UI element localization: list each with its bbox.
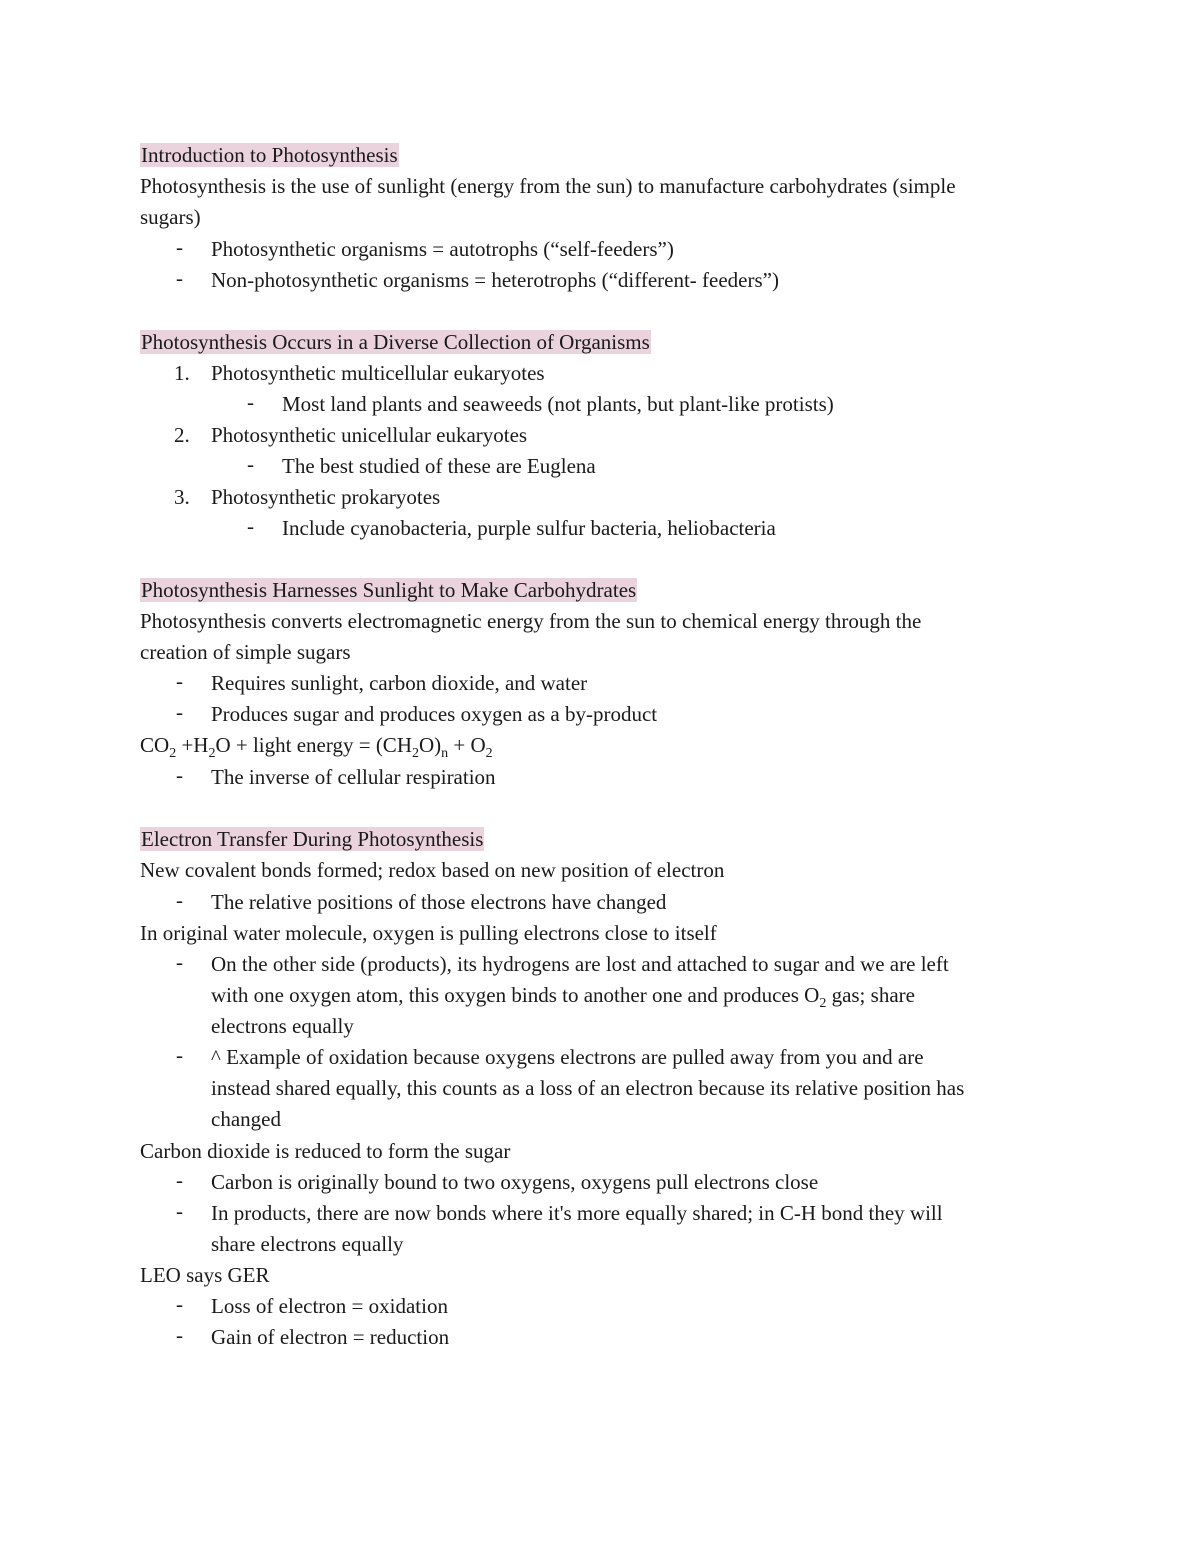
paragraph-line: sugars) bbox=[140, 205, 201, 229]
bullet-item: ^ Example of oxidation because oxygens electrons are pulled away from you and are bbox=[211, 1045, 924, 1069]
bullet-item: On the other side (products), its hydrogens are lost and attached to sugar and we are left bbox=[211, 952, 949, 976]
section-heading bbox=[140, 141, 399, 169]
bullet-marker: - bbox=[176, 235, 183, 259]
bullet-item-continued: electrons equally bbox=[211, 1014, 354, 1038]
bullet-item: Carbon is originally bound to two oxygens, oxygens pull electrons close bbox=[211, 1170, 819, 1194]
bullet-item: Loss of electron = oxidation bbox=[211, 1294, 448, 1318]
heading-text: Electron Transfer During Photosynthesis bbox=[141, 827, 484, 851]
list-number: 3. bbox=[174, 485, 190, 509]
bullet-marker: - bbox=[176, 950, 183, 974]
paragraph-line: Carbon dioxide is reduced to form the sugar bbox=[140, 1139, 511, 1163]
paragraph-line: In original water molecule, oxygen is pulling electrons close to itself bbox=[140, 921, 717, 945]
bullet-item: Gain of electron = reduction bbox=[211, 1325, 450, 1349]
bullet-marker: - bbox=[247, 452, 254, 476]
bullet-item-continued: changed bbox=[211, 1107, 281, 1131]
bullet-item-continued: instead shared equally, this counts as a loss of an electron because its relative position has bbox=[211, 1076, 965, 1100]
bullet-marker: - bbox=[176, 700, 183, 724]
list-item: Photosynthetic multicellular eukaryotes bbox=[211, 361, 545, 385]
paragraph-line: New covalent bonds formed; redox based on new position of electron bbox=[140, 858, 725, 882]
bullet-item: Requires sunlight, carbon dioxide, and water bbox=[211, 671, 588, 695]
section-heading bbox=[140, 576, 637, 604]
bullet-item-continued: with one oxygen atom, this oxygen binds to another one and produces $O_2$ gas; share bbox=[211, 983, 915, 1012]
bullet-marker: - bbox=[247, 514, 254, 538]
bullet-marker: - bbox=[176, 669, 183, 693]
paragraph-line: Photosynthesis is the use of sunlight (energy from the sun) to manufacture carbohydrates (simple bbox=[140, 174, 956, 198]
bullet-marker: - bbox=[176, 1168, 183, 1192]
bullet-marker: - bbox=[247, 390, 254, 414]
sub-bullet-item: Include cyanobacteria, purple sulfur bacteria, heliobacteria bbox=[282, 516, 776, 540]
bullet-item: In products, there are now bonds where it's more equally shared; in C-H bond they will bbox=[211, 1201, 943, 1225]
heading-text: Photosynthesis Harnesses Sunlight to Make Carbohydrates bbox=[141, 578, 637, 602]
heading-text: Introduction to Photosynthesis bbox=[141, 143, 398, 167]
bullet-marker: - bbox=[176, 763, 183, 787]
bullet-item: The inverse of cellular respiration bbox=[211, 765, 496, 789]
list-item: Photosynthetic prokaryotes bbox=[211, 485, 441, 509]
paragraph-line: creation of simple sugars bbox=[140, 640, 351, 664]
bullet-item: Produces sugar and produces oxygen as a by-product bbox=[211, 702, 658, 726]
sub-bullet-item: The best studied of these are Euglena bbox=[282, 454, 596, 478]
paragraph-line: Photosynthesis converts electromagnetic energy from the sun to chemical energy through the bbox=[140, 609, 922, 633]
bullet-marker: - bbox=[176, 1292, 183, 1316]
list-item: Photosynthetic unicellular eukaryotes bbox=[211, 423, 528, 447]
bullet-marker: - bbox=[176, 1199, 183, 1223]
list-number: 2. bbox=[174, 423, 190, 447]
list-number: 1. bbox=[174, 361, 190, 385]
chemical-equation: $CO_2 +H_2O$ + light energy = $(CH_2O)_n + O_2$ bbox=[140, 733, 493, 762]
section-heading bbox=[140, 328, 651, 356]
bullet-marker: - bbox=[176, 1323, 183, 1347]
section-heading bbox=[140, 825, 484, 853]
bullet-item: The relative positions of those electrons have changed bbox=[211, 890, 667, 914]
bullet-marker: - bbox=[176, 266, 183, 290]
paragraph-line: LEO says GER bbox=[140, 1263, 270, 1287]
sub-bullet-item: Most land plants and seaweeds (not plants, but plant-like protists) bbox=[282, 392, 834, 416]
bullet-item: Non-photosynthetic organisms = heterotrophs (“different- feeders”) bbox=[211, 268, 779, 292]
bullet-item-continued: share electrons equally bbox=[211, 1232, 404, 1256]
bullet-marker: - bbox=[176, 1043, 183, 1067]
bullet-item: Photosynthetic organisms = autotrophs (“self-feeders”) bbox=[211, 237, 674, 261]
bullet-marker: - bbox=[176, 888, 183, 912]
heading-text: Photosynthesis Occurs in a Diverse Collection of Organisms bbox=[141, 330, 650, 354]
